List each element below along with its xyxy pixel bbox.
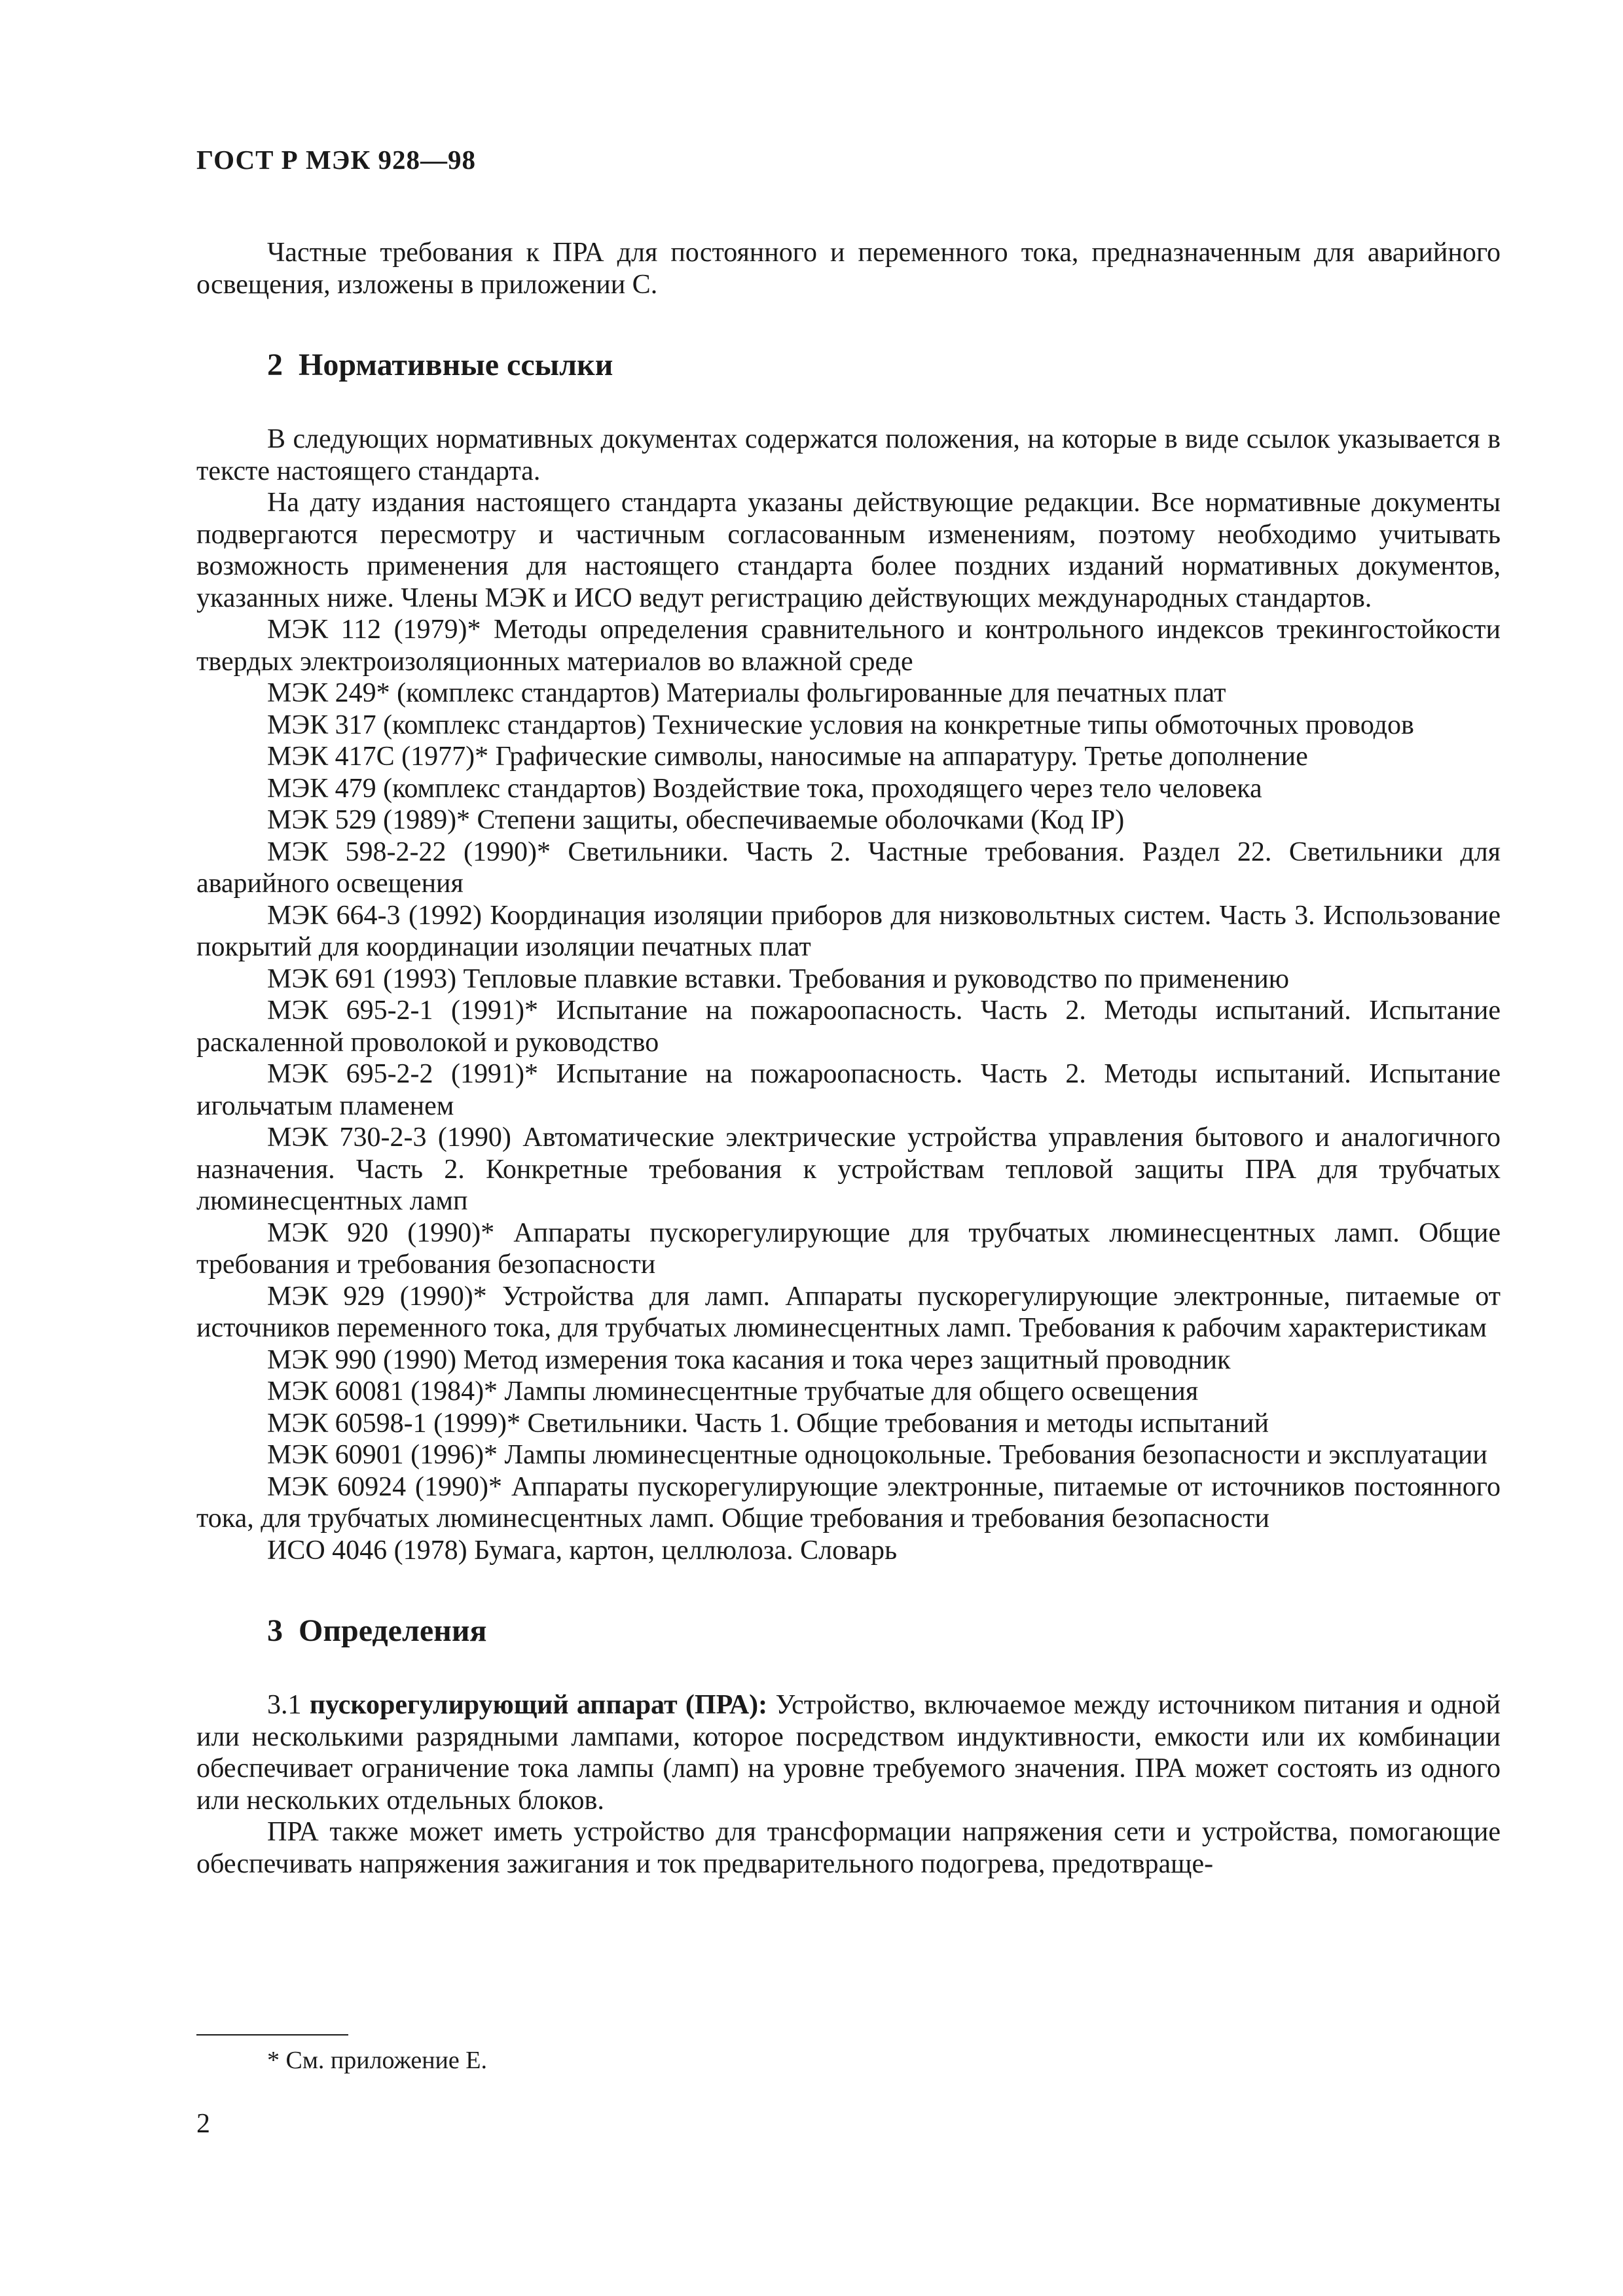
reference-entry: МЭК 60081 (1984)* Лампы люминесцентные трубчатые для общего освещения	[267, 1376, 1199, 1407]
reference-entry: МЭК 929 (1990)* Устройства для ламп. Аппараты пускорегулирующие электронные, питаемые от источников переменного тока, для трубчатых люминесцентных ламп. Требования к рабочим характеристикам	[196, 1281, 1501, 1343]
reference-entry: МЭК 695-2-1 (1991)* Испытание на пожароопасность. Часть 2. Методы испытаний. Испытание раскаленной проволокой и руководство	[196, 996, 1501, 1058]
section-3-heading	[196, 1613, 1501, 1649]
section-3-number: 3	[267, 1613, 283, 1648]
document-page	[196, 144, 1501, 1880]
reference-entry: МЭК 990 (1990) Метод измерения тока касания и тока через защитный проводник	[267, 1344, 1231, 1375]
reference-entry: МЭК 249* (комплекс стандартов) Материалы фольгированные для печатных плат	[267, 678, 1226, 708]
section-2-title: Нормативные ссылки	[299, 348, 613, 382]
definition-number: 3.1	[267, 1690, 302, 1720]
section-2-heading	[196, 348, 1501, 383]
reference-entry: ИСО 4046 (1978) Бумага, картон, целлюлоза. Словарь	[267, 1535, 898, 1566]
section-2-number: 2	[267, 348, 283, 382]
reference-entry: МЭК 60901 (1996)* Лампы люминесцентные одноцокольные. Требования безопасности и эксплуатации	[267, 1440, 1487, 1470]
reference-entry: МЭК 920 (1990)* Аппараты пускорегулирующие для трубчатых люминесцентных ламп. Общие требования и требования безопасности	[196, 1217, 1501, 1280]
reference-entry: МЭК 664-3 (1992) Координация изоляции приборов для низковольтных систем. Часть 3. Использование покрытий для координации изоляции печатных плат	[196, 900, 1501, 962]
reference-entry: МЭК 60598-1 (1999)* Светильники. Часть 1. Общие требования и методы испытаний	[267, 1408, 1269, 1439]
reference-entry: МЭК 60924 (1990)* Аппараты пускорегулирующие электронные, питаемые от источников постоянного тока, для трубчатых люминесцентных ламп. Общие требования и требования безопасности	[196, 1471, 1501, 1534]
reference-entry: МЭК 730-2-3 (1990) Автоматические электрические устройства управления бытового и аналогичного назначения. Часть 2. Конкретные требования к устройствам тепловой защиты ПРА для трубчатых люминесцентных ламп	[196, 1122, 1501, 1216]
reference-entry: МЭК 112 (1979)* Методы определения сравнительного и контрольного индексов трекингостойкости твердых электроизоляционных материалов во влажной среде	[196, 615, 1501, 677]
footnote: * См. приложение Е.	[267, 2047, 487, 2074]
reference-entry: МЭК 479 (комплекс стандартов) Воздействие тока, проходящего через тело человека	[267, 773, 1262, 804]
definition-paragraph	[196, 1689, 1501, 1816]
reference-entry: МЭК 691 (1993) Тепловые плавкие вставки. Требования и руководство по применению	[267, 963, 1290, 994]
reference-entry: МЭК 417С (1977)* Графические символы, наносимые на аппаратуру. Третье дополнение	[267, 742, 1308, 772]
reference-entry: МЭК 529 (1989)* Степени защиты, обеспечиваемые оболочками (Код IP)	[267, 805, 1125, 835]
section-3-title: Определения	[299, 1613, 487, 1648]
definition-term: пускорегулирующий аппарат (ПРА):	[309, 1690, 768, 1720]
reference-entry: МЭК 317 (комплекс стандартов) Технические условия на конкретные типы обмоточных проводов	[267, 709, 1414, 740]
definition-text: Устройство, включаемое между источником питания и одной или несколькими разрядными лампами, которое посредством индуктивности, емкости или их комбинации обеспечивает ограничение тока лампы (ламп) на уровне требуемого значения. ПРА может состоять из одного или нескольких отдельных блоков.	[196, 1690, 1501, 1816]
reference-entry: МЭК 695-2-2 (1991)* Испытание на пожароопасность. Часть 2. Методы испытаний. Испытание игольчатым пламенем	[196, 1059, 1501, 1121]
section-3-paragraph: ПРА также может иметь устройство для трансформации напряжения сети и устройства, помогающие обеспечивать напряжения зажигания и ток предварительного подогрева, предотвраще-	[196, 1817, 1501, 1879]
footnote-divider	[196, 2034, 348, 2036]
section-2-paragraph: На дату издания настоящего стандарта указаны действующие редакции. Все нормативные документы подвергаются пересмотру и частичным согласованным изменениям, поэтому необходимо учитывать возможность применения для настоящего стандарта более поздних изданий нормативных документов, указанных ниже. Члены МЭК и ИСО ведут регистрацию действующих международных стандартов.	[196, 488, 1501, 613]
reference-entry: МЭК 598-2-22 (1990)* Светильники. Часть 2. Частные требования. Раздел 22. Светильники для аварийного освещения	[196, 836, 1501, 899]
running-head: ГОСТ Р МЭК 928—98	[196, 145, 476, 175]
section-2-paragraph: В следующих нормативных документах содержатся положения, на которые в виде ссылок указывается в тексте настоящего стандарта.	[196, 424, 1501, 486]
page-number: 2	[196, 2109, 210, 2139]
intro-paragraph: Частные требования к ПРА для постоянного и переменного тока, предназначенным для аварийного освещения, изложены в приложении С.	[196, 238, 1501, 300]
